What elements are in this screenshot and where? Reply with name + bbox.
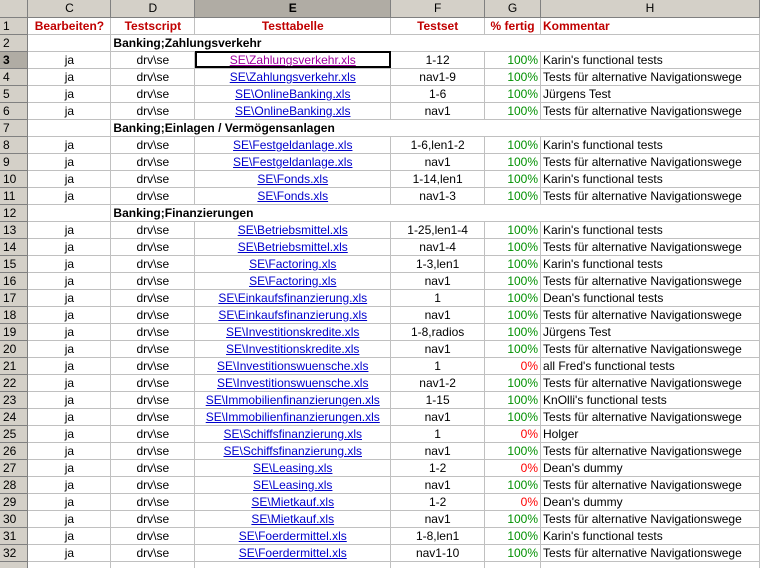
row-header[interactable]: 1 (0, 17, 28, 34)
row-header[interactable]: 20 (0, 340, 28, 357)
cell-fertig[interactable]: 100% (485, 306, 541, 323)
table-header-row (0, 17, 760, 34)
cell-testscript[interactable]: drv\se (111, 306, 195, 323)
table-row (0, 323, 760, 340)
cell-fertig[interactable]: 100% (485, 102, 541, 119)
row-header[interactable]: 24 (0, 408, 28, 425)
cell-kommentar[interactable]: Tests für alternative Navigationswege (541, 68, 760, 85)
column-header-h[interactable]: H (541, 0, 760, 17)
testtabelle-link[interactable]: SE\Zahlungsverkehr.xls (229, 52, 356, 67)
table-row (0, 306, 760, 323)
cell-testset[interactable]: 1-8,radios (391, 323, 485, 340)
cell-fertig[interactable]: 100% (485, 340, 541, 357)
cell-bearbeiten[interactable]: ja (28, 85, 111, 102)
cell-fertig[interactable]: 100% (485, 527, 541, 544)
cell-testtabelle[interactable] (195, 374, 391, 391)
cell-empty[interactable] (28, 561, 111, 568)
cell-bearbeiten[interactable]: ja (28, 544, 111, 561)
row-header[interactable]: 6 (0, 102, 28, 119)
cell-testscript[interactable]: drv\se (111, 510, 195, 527)
row-header[interactable]: 4 (0, 68, 28, 85)
cell-kommentar[interactable]: Tests für alternative Navigationswege (541, 238, 760, 255)
testtabelle-link[interactable]: SE\Zahlungsverkehr.xls (229, 69, 356, 84)
cell-testset[interactable]: nav1 (391, 442, 485, 459)
cell-testscript[interactable]: drv\se (111, 425, 195, 442)
row-header[interactable]: 19 (0, 323, 28, 340)
cell-testset[interactable]: 1-6 (391, 85, 485, 102)
cell-testscript[interactable]: drv\se (111, 85, 195, 102)
column-header-d[interactable]: D (111, 0, 195, 17)
cell-bearbeiten[interactable]: ja (28, 272, 111, 289)
cell-testtabelle[interactable] (195, 408, 391, 425)
testtabelle-link[interactable]: SE\Festgeldanlage.xls (233, 137, 353, 152)
cell-bearbeiten[interactable]: ja (28, 289, 111, 306)
cell-testset[interactable]: 1-12 (391, 51, 485, 68)
cell-testscript[interactable]: drv\se (111, 408, 195, 425)
cell-testscript[interactable]: drv\se (111, 527, 195, 544)
cell-testtabelle[interactable] (195, 493, 391, 510)
table-row (0, 510, 760, 527)
table-row (0, 425, 760, 442)
row-header[interactable]: 32 (0, 544, 28, 561)
cell-testtabelle[interactable] (195, 442, 391, 459)
column-header-c[interactable]: C (28, 0, 111, 17)
header-bearbeiten[interactable]: Bearbeiten? (28, 17, 111, 34)
cell-testset[interactable]: 1 (391, 425, 485, 442)
table-row (0, 170, 760, 187)
row-header[interactable]: 8 (0, 136, 28, 153)
table-row (0, 527, 760, 544)
group-row (0, 34, 760, 51)
cell-testtabelle[interactable] (195, 255, 391, 272)
cell-testtabelle[interactable] (195, 527, 391, 544)
cell-testscript[interactable]: drv\se (111, 238, 195, 255)
row-header[interactable]: 30 (0, 510, 28, 527)
cell-kommentar[interactable]: Tests für alternative Navigationswege (541, 340, 760, 357)
testtabelle-link[interactable]: SE\Einkaufsfinanzierung.xls (218, 307, 368, 322)
table-row (0, 357, 760, 374)
cell-testtabelle[interactable] (195, 68, 391, 85)
row-header[interactable]: 12 (0, 204, 28, 221)
table-row (0, 459, 760, 476)
row-header[interactable]: 28 (0, 476, 28, 493)
cell-fertig[interactable]: 100% (485, 85, 541, 102)
cell-fertig[interactable]: 100% (485, 289, 541, 306)
table-row (0, 136, 760, 153)
column-header-e[interactable]: E (195, 0, 391, 17)
cell-testtabelle[interactable] (195, 340, 391, 357)
row-header[interactable]: 16 (0, 272, 28, 289)
cell-testtabelle[interactable] (195, 510, 391, 527)
row-header[interactable]: 22 (0, 374, 28, 391)
cell-kommentar[interactable]: Tests für alternative Navigationswege (541, 153, 760, 170)
cell-fertig[interactable]: 100% (485, 272, 541, 289)
cell-fertig[interactable]: 100% (485, 136, 541, 153)
cell-c[interactable] (28, 204, 111, 221)
cell-bearbeiten[interactable]: ja (28, 255, 111, 272)
testtabelle-link[interactable]: SE\Schiffsfinanzierung.xls (223, 443, 362, 458)
column-header-f[interactable]: F (391, 0, 485, 17)
row-header[interactable]: 10 (0, 170, 28, 187)
row-header[interactable]: 23 (0, 391, 28, 408)
cell-testtabelle[interactable] (195, 102, 391, 119)
cell-testscript[interactable]: drv\se (111, 221, 195, 238)
cell-fertig[interactable]: 100% (485, 221, 541, 238)
cell-c[interactable] (28, 34, 111, 51)
testtabelle-link[interactable]: SE\Fonds.xls (257, 171, 329, 186)
row-header[interactable]: 17 (0, 289, 28, 306)
row-header[interactable]: 27 (0, 459, 28, 476)
cell-bearbeiten[interactable]: ja (28, 170, 111, 187)
table-row (0, 476, 760, 493)
table-row (0, 238, 760, 255)
cell-kommentar[interactable]: Tests für alternative Navigationswege (541, 408, 760, 425)
cell-fertig[interactable]: 100% (485, 170, 541, 187)
cell-kommentar[interactable]: KnOlli's functional tests (541, 391, 760, 408)
cell-bearbeiten[interactable]: ja (28, 510, 111, 527)
cell-bearbeiten[interactable]: ja (28, 68, 111, 85)
cell-testtabelle[interactable] (195, 544, 391, 561)
cell-fertig[interactable]: 100% (485, 476, 541, 493)
cell-fertig[interactable]: 100% (485, 408, 541, 425)
cell-testset[interactable]: 1-15 (391, 391, 485, 408)
cell-testscript[interactable]: drv\se (111, 51, 195, 68)
cell-bearbeiten[interactable]: ja (28, 357, 111, 374)
row-header[interactable] (0, 561, 28, 568)
cell-testset[interactable]: 1 (391, 357, 485, 374)
cell-testscript[interactable]: drv\se (111, 68, 195, 85)
cell-bearbeiten[interactable]: ja (28, 102, 111, 119)
cell-testscript[interactable]: drv\se (111, 340, 195, 357)
cell-bearbeiten[interactable]: ja (28, 476, 111, 493)
cell-fertig[interactable]: 100% (485, 238, 541, 255)
table-row (0, 85, 760, 102)
cell-kommentar[interactable]: Holger (541, 425, 760, 442)
cell-bearbeiten[interactable]: ja (28, 425, 111, 442)
cell-fertig[interactable]: 0% (485, 425, 541, 442)
cell-kommentar[interactable]: Karin's functional tests (541, 136, 760, 153)
cell-empty[interactable] (111, 561, 195, 568)
cell-testscript[interactable]: drv\se (111, 102, 195, 119)
cell-fertig[interactable]: 100% (485, 187, 541, 204)
cell-empty[interactable] (541, 561, 760, 568)
cell-bearbeiten[interactable]: ja (28, 459, 111, 476)
cell-testtabelle[interactable] (195, 221, 391, 238)
table-row (0, 68, 760, 85)
cell-bearbeiten[interactable]: ja (28, 187, 111, 204)
cell-bearbeiten[interactable]: ja (28, 442, 111, 459)
testtabelle-link[interactable]: SE\Investitionskredite.xls (226, 324, 360, 339)
cell-bearbeiten[interactable]: ja (28, 527, 111, 544)
testtabelle-link[interactable]: SE\Mietkauf.xls (251, 511, 335, 526)
group-row (0, 204, 760, 221)
cell-fertig[interactable]: 0% (485, 493, 541, 510)
cell-testtabelle[interactable] (195, 51, 391, 68)
cell-kommentar[interactable]: Karin's functional tests (541, 51, 760, 68)
cell-fertig[interactable]: 100% (485, 323, 541, 340)
cell-testset[interactable]: nav1-3 (391, 187, 485, 204)
cell-kommentar[interactable]: Tests für alternative Navigationswege (541, 272, 760, 289)
table-row (0, 544, 760, 561)
cell-testset[interactable]: 1-25,len1-4 (391, 221, 485, 238)
cell-fertig[interactable]: 100% (485, 544, 541, 561)
testtabelle-link[interactable]: SE\Immobilienfinanzierungen.xls (205, 409, 380, 424)
cell-bearbeiten[interactable]: ja (28, 238, 111, 255)
table-row (0, 442, 760, 459)
cell-testset[interactable]: 1-3,len1 (391, 255, 485, 272)
cell-kommentar[interactable]: Tests für alternative Navigationswege (541, 544, 760, 561)
cell-fertig[interactable]: 100% (485, 255, 541, 272)
table-row-partial (0, 561, 760, 568)
cell-testtabelle[interactable] (195, 391, 391, 408)
row-header[interactable]: 9 (0, 153, 28, 170)
cell-c[interactable] (28, 119, 111, 136)
cell-empty[interactable] (391, 561, 485, 568)
cell-kommentar[interactable]: Tests für alternative Navigationswege (541, 102, 760, 119)
table-row (0, 102, 760, 119)
testtabelle-link[interactable]: SE\Investitionskredite.xls (226, 341, 360, 356)
cell-kommentar[interactable]: Jürgens Test (541, 85, 760, 102)
cell-testscript[interactable]: drv\se (111, 391, 195, 408)
cell-bearbeiten[interactable]: ja (28, 153, 111, 170)
cell-testscript[interactable]: drv\se (111, 544, 195, 561)
cell-kommentar[interactable]: Dean's dummy (541, 493, 760, 510)
cell-testscript[interactable]: drv\se (111, 476, 195, 493)
cell-testset[interactable]: nav1-2 (391, 374, 485, 391)
cell-testscript[interactable]: drv\se (111, 289, 195, 306)
cell-fertig[interactable]: 100% (485, 510, 541, 527)
cell-bearbeiten[interactable]: ja (28, 221, 111, 238)
table-row (0, 255, 760, 272)
row-header[interactable]: 18 (0, 306, 28, 323)
cell-kommentar[interactable]: Karin's functional tests (541, 221, 760, 238)
cell-fertig[interactable]: 100% (485, 51, 541, 68)
cell-testscript[interactable]: drv\se (111, 357, 195, 374)
cell-kommentar[interactable]: Tests für alternative Navigationswege (541, 476, 760, 493)
cell-testset[interactable]: 1-6,len1-2 (391, 136, 485, 153)
cell-testtabelle[interactable] (195, 425, 391, 442)
cell-testtabelle[interactable] (195, 238, 391, 255)
testtabelle-link[interactable]: SE\Factoring.xls (249, 273, 337, 288)
cell-kommentar[interactable]: Karin's functional tests (541, 527, 760, 544)
cell-testscript[interactable]: drv\se (111, 442, 195, 459)
cell-testscript[interactable]: drv\se (111, 136, 195, 153)
cell-testscript[interactable]: drv\se (111, 459, 195, 476)
cell-testtabelle[interactable] (195, 272, 391, 289)
testtabelle-link[interactable]: SE\Mietkauf.xls (251, 494, 335, 509)
cell-testset[interactable]: nav1 (391, 102, 485, 119)
row-header[interactable]: 3 (0, 51, 28, 68)
cell-testtabelle[interactable] (195, 187, 391, 204)
row-header[interactable]: 2 (0, 34, 28, 51)
cell-bearbeiten[interactable]: ja (28, 408, 111, 425)
header-testscript[interactable]: Testscript (111, 17, 195, 34)
cell-testscript[interactable]: drv\se (111, 272, 195, 289)
row-header[interactable]: 11 (0, 187, 28, 204)
cell-kommentar[interactable]: Jürgens Test (541, 323, 760, 340)
cell-testset[interactable]: nav1 (391, 340, 485, 357)
testtabelle-link[interactable]: SE\Leasing.xls (253, 460, 333, 475)
row-header[interactable]: 5 (0, 85, 28, 102)
cell-testset[interactable]: nav1-10 (391, 544, 485, 561)
cell-testset[interactable]: 1-8,len1 (391, 527, 485, 544)
testtabelle-link[interactable]: SE\Foerdermittel.xls (238, 528, 347, 543)
cell-kommentar[interactable]: Tests für alternative Navigationswege (541, 510, 760, 527)
column-header-g[interactable]: G (485, 0, 541, 17)
cell-fertig[interactable]: 0% (485, 357, 541, 374)
table-row (0, 187, 760, 204)
cell-testtabelle[interactable] (195, 476, 391, 493)
table-row (0, 391, 760, 408)
cell-testscript[interactable]: drv\se (111, 187, 195, 204)
cell-testset[interactable]: nav1-9 (391, 68, 485, 85)
row-header[interactable]: 29 (0, 493, 28, 510)
table-row (0, 408, 760, 425)
select-all-corner[interactable] (0, 0, 28, 17)
cell-kommentar[interactable]: Tests für alternative Navigationswege (541, 442, 760, 459)
cell-testscript[interactable]: drv\se (111, 153, 195, 170)
table-row (0, 493, 760, 510)
testtabelle-link[interactable]: SE\Schiffsfinanzierung.xls (223, 426, 362, 441)
group-title[interactable]: Banking;Finanzierungen (111, 204, 760, 221)
row-header[interactable]: 21 (0, 357, 28, 374)
table-row (0, 374, 760, 391)
table-row (0, 221, 760, 238)
cell-kommentar[interactable]: Dean's dummy (541, 459, 760, 476)
cell-testset[interactable]: nav1 (391, 306, 485, 323)
row-header[interactable]: 31 (0, 527, 28, 544)
testtabelle-link[interactable]: SE\Betriebsmittel.xls (237, 222, 348, 237)
column-header-row (0, 0, 760, 17)
cell-bearbeiten[interactable]: ja (28, 323, 111, 340)
row-header[interactable]: 7 (0, 119, 28, 136)
row-header[interactable]: 25 (0, 425, 28, 442)
row-header[interactable]: 14 (0, 238, 28, 255)
cell-testset[interactable]: nav1 (391, 153, 485, 170)
table-row (0, 153, 760, 170)
cell-bearbeiten[interactable]: ja (28, 391, 111, 408)
header-testtabelle[interactable]: Testtabelle (195, 17, 391, 34)
cell-fertig[interactable]: 0% (485, 459, 541, 476)
cell-testtabelle[interactable] (195, 289, 391, 306)
cell-testscript[interactable]: drv\se (111, 170, 195, 187)
cell-testset[interactable]: 1-2 (391, 459, 485, 476)
cell-testset[interactable]: nav1 (391, 408, 485, 425)
cell-empty[interactable] (485, 561, 541, 568)
row-header[interactable]: 13 (0, 221, 28, 238)
cell-testscript[interactable]: drv\se (111, 255, 195, 272)
cell-testtabelle[interactable] (195, 136, 391, 153)
cell-testset[interactable]: nav1 (391, 510, 485, 527)
cell-kommentar[interactable]: Tests für alternative Navigationswege (541, 187, 760, 204)
testtabelle-link[interactable]: SE\Leasing.xls (253, 477, 333, 492)
cell-kommentar[interactable]: Karin's functional tests (541, 170, 760, 187)
cell-testset[interactable]: 1 (391, 289, 485, 306)
group-title[interactable]: Banking;Einlagen / Vermögensanlagen (111, 119, 760, 136)
cell-testtabelle[interactable] (195, 357, 391, 374)
cell-bearbeiten[interactable]: ja (28, 493, 111, 510)
cell-kommentar[interactable]: Karin's functional tests (541, 255, 760, 272)
testtabelle-link[interactable]: SE\Investitionswuensche.xls (217, 375, 369, 390)
header-testset[interactable]: Testset (391, 17, 485, 34)
cell-testtabelle[interactable] (195, 306, 391, 323)
cell-testscript[interactable]: drv\se (111, 323, 195, 340)
testtabelle-link[interactable]: SE\Fonds.xls (257, 188, 329, 203)
cell-testset[interactable]: 1-14,len1 (391, 170, 485, 187)
cell-kommentar[interactable]: Dean's functional tests (541, 289, 760, 306)
cell-kommentar[interactable]: all Fred's functional tests (541, 357, 760, 374)
cell-fertig[interactable]: 100% (485, 391, 541, 408)
cell-testset[interactable]: nav1-4 (391, 238, 485, 255)
cell-empty[interactable] (195, 561, 391, 568)
cell-fertig[interactable]: 100% (485, 153, 541, 170)
cell-testtabelle[interactable] (195, 85, 391, 102)
row-header[interactable]: 15 (0, 255, 28, 272)
cell-fertig[interactable]: 100% (485, 442, 541, 459)
testtabelle-link[interactable]: SE\Betriebsmittel.xls (237, 239, 348, 254)
group-title[interactable]: Banking;Zahlungsverkehr (111, 34, 760, 51)
cell-testset[interactable]: nav1 (391, 476, 485, 493)
cell-testtabelle[interactable] (195, 170, 391, 187)
cell-bearbeiten[interactable]: ja (28, 340, 111, 357)
testtabelle-link[interactable]: SE\Foerdermittel.xls (238, 545, 347, 560)
cell-bearbeiten[interactable]: ja (28, 306, 111, 323)
cell-fertig[interactable]: 100% (485, 374, 541, 391)
cell-testtabelle[interactable] (195, 459, 391, 476)
cell-testtabelle[interactable] (195, 323, 391, 340)
header-fertig[interactable]: % fertig (485, 17, 541, 34)
table-row (0, 289, 760, 306)
cell-kommentar[interactable]: Tests für alternative Navigationswege (541, 374, 760, 391)
group-row (0, 119, 760, 136)
cell-fertig[interactable]: 100% (485, 68, 541, 85)
testtabelle-link[interactable]: SE\Investitionswuensche.xls (217, 358, 369, 373)
cell-bearbeiten[interactable]: ja (28, 136, 111, 153)
cell-testscript[interactable]: drv\se (111, 493, 195, 510)
table-row (0, 272, 760, 289)
testtabelle-link[interactable]: SE\Einkaufsfinanzierung.xls (218, 290, 368, 305)
row-header[interactable]: 26 (0, 442, 28, 459)
table-row (0, 340, 760, 357)
header-kommentar[interactable]: Kommentar (541, 17, 760, 34)
table-row (0, 51, 760, 68)
cell-testtabelle[interactable] (195, 153, 391, 170)
testtabelle-link[interactable]: SE\OnlineBanking.xls (235, 86, 351, 101)
testtabelle-link[interactable]: SE\OnlineBanking.xls (235, 103, 351, 118)
testtabelle-link[interactable]: SE\Immobilienfinanzierungen.xls (205, 392, 380, 407)
testtabelle-link[interactable]: SE\Factoring.xls (249, 256, 337, 271)
cell-testscript[interactable]: drv\se (111, 374, 195, 391)
cell-testset[interactable]: 1-2 (391, 493, 485, 510)
cell-bearbeiten[interactable]: ja (28, 374, 111, 391)
cell-kommentar[interactable]: Tests für alternative Navigationswege (541, 306, 760, 323)
cell-testset[interactable]: nav1 (391, 272, 485, 289)
testtabelle-link[interactable]: SE\Festgeldanlage.xls (233, 154, 353, 169)
cell-bearbeiten[interactable]: ja (28, 51, 111, 68)
